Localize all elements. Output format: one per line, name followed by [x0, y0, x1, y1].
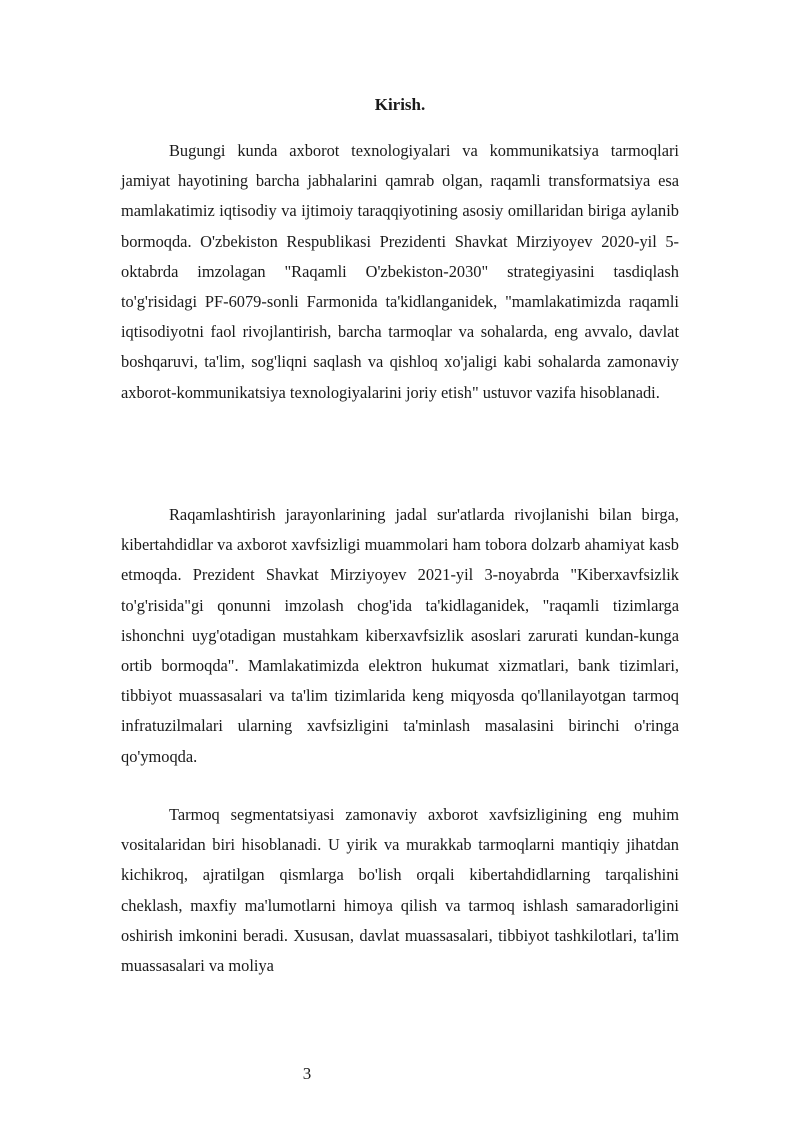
page-number: 3 — [302, 1064, 312, 1083]
paragraph-1: Bugungi kunda axborot texnologiyalari va kommunikatsiya tarmoqlari jamiyat hayotining barcha jabhalarini qamrab olgan, raqamli transformatsiya esa mamlakatimiz iqtisodiy va ijtimoiy taraqqiyotining asosiy omillaridan biriga aylanib bormoqda. O'zbekiston Respublikasi Prezidenti Shavkat Mirziyoyev 2020-yil 5-oktabrda imzolagan "Raqamli O'zbekiston-2030" strategiyasini tasdiqlash to'g'risidagi PF-6079-sonli Farmonida ta'kidlanganidek, "mamlakatimizda raqamli iqtisodiyotni faol rivojlantirish, barcha tarmoqlar va sohalarda, eng avvalo, davlat boshqaruvi, ta'lim, sog'liqni saqlash va qishloq xo'jaligi kabi sohalarda zamonaviy axborot-kommunikatsiya texnologiyalarini joriy etish" ustuvor vazifa hisoblanadi. — [121, 141, 679, 402]
paragraph-2: Raqamlashtirish jarayonlarining jadal sur'atlarda rivojlanishi bilan birga, kibertahdidlar va axborot xavfsizligi muammolari ham tobora dolzarb ahamiyat kasb etmoqda. Prezident Shavkat Mirziyoyev 2021-yil 3-noyabrda "Kiberxavfsizlik to'g'risida"gi qonunni imzolash chog'ida ta'kidlaganidek, "raqamli tizimlarga ishonchni uyg'otadigan mustahkam kiberxavfsizlik asoslari zarurati kundan-kunga ortib bormoqda". Mamlakatimizda elektron hukumat xizmatlari, bank tizimlari, tibbiyot muassasalari va ta'lim tizimlarida keng miqyosda qo'llanilayotgan tarmoq infratuzilmalari ularning xavfsizligini ta'minlash masalasini birinchi o'ringa qo'ymoqda. — [121, 505, 679, 766]
paragraph-3: Tarmoq segmentatsiyasi zamonaviy axborot xavfsizligining eng muhim vositalaridan biri hisoblanadi. U yirik va murakkab tarmoqlarni mantiqiy jihatdan kichikroq, ajratilgan qismlarga bo'lish orqali kibertahdidlarning tarqalishini cheklash, maxfiy ma'lumotlarni himoya qilish va tarmoq ishlash samaradorligini oshirish imkonini beradi. Xususan, davlat muassasalari, tibbiyot tashkilotlari, ta'lim muassasalari va moliya — [121, 805, 679, 976]
section-title: Kirish. — [374, 95, 426, 114]
